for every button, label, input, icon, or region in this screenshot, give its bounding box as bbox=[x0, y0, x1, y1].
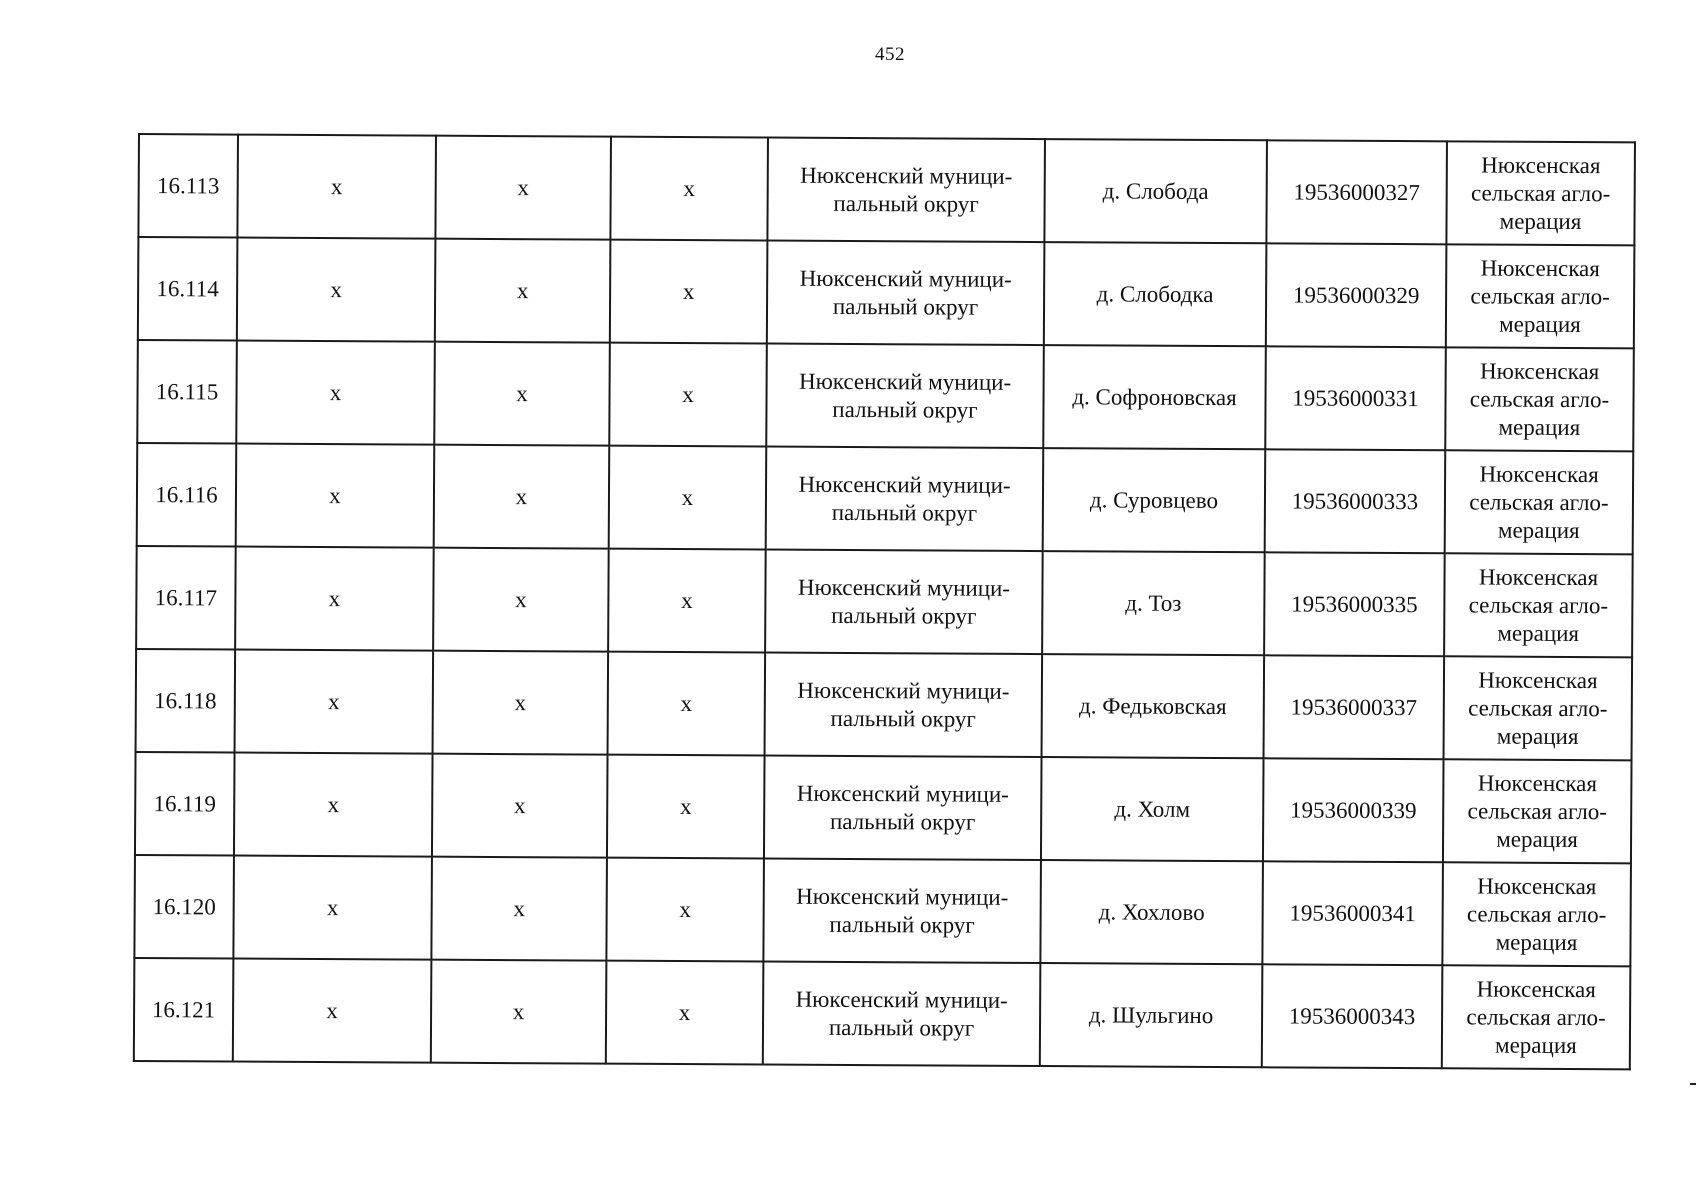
column-2-cell bbox=[235, 650, 434, 754]
oktmo-code-cell-text: 19536000337 bbox=[1290, 693, 1418, 720]
column-2-cell bbox=[235, 547, 434, 651]
page-number: 452 bbox=[875, 44, 905, 65]
row-number-cell bbox=[135, 752, 235, 856]
municipal-district-cell-text: пальный округ bbox=[828, 1014, 975, 1041]
oktmo-code-cell bbox=[1262, 964, 1443, 1068]
row-number-cell-text: 16.118 bbox=[154, 687, 217, 713]
table-row bbox=[138, 237, 1635, 348]
column-3-cell bbox=[433, 651, 609, 755]
agglomeration-cell-text: Нюксенская bbox=[1480, 255, 1600, 281]
municipal-district-cell-text: Нюксенский муници- bbox=[799, 265, 1012, 292]
agglomeration-cell-text: мерация bbox=[1499, 311, 1581, 337]
column-3-cell bbox=[431, 857, 607, 961]
column-4-cell bbox=[608, 549, 766, 653]
register-table-container bbox=[133, 133, 1634, 1070]
table-body bbox=[134, 134, 1635, 1069]
row-number-cell-text: 16.115 bbox=[155, 378, 219, 404]
oktmo-code-cell-text: 19536000339 bbox=[1289, 796, 1417, 823]
column-4-cell-text: х bbox=[680, 690, 693, 716]
agglomeration-cell-text: сельская агло- bbox=[1470, 179, 1611, 206]
column-3-cell bbox=[435, 136, 611, 240]
municipal-district-cell bbox=[767, 241, 1045, 346]
column-2-cell-text: х bbox=[327, 791, 340, 817]
table-row bbox=[136, 649, 1633, 760]
column-2-cell bbox=[233, 959, 432, 1063]
agglomeration-cell bbox=[1446, 141, 1635, 245]
row-number-cell bbox=[138, 134, 238, 238]
row-number-cell-text: 16.114 bbox=[156, 275, 219, 301]
register-table bbox=[133, 133, 1636, 1070]
agglomeration-cell-text: Нюксенская bbox=[1478, 666, 1598, 693]
municipal-district-cell-text: пальный округ bbox=[829, 808, 976, 835]
column-2-cell-text: х bbox=[329, 379, 342, 405]
column-2-cell-text: х bbox=[328, 688, 340, 714]
agglomeration-cell-text: сельская агло- bbox=[1469, 488, 1609, 515]
agglomeration-cell-text: мерация bbox=[1498, 414, 1581, 440]
municipal-district-cell-text: Нюксенский муници- bbox=[798, 471, 1011, 498]
locality-cell bbox=[1044, 242, 1267, 346]
column-3-cell bbox=[431, 960, 607, 1064]
column-4-cell-text: х bbox=[678, 999, 691, 1025]
municipal-district-cell bbox=[764, 756, 1042, 861]
agglomeration-cell-text: Нюксенская bbox=[1476, 975, 1596, 1002]
municipal-district-cell-text: Нюксенский муници- bbox=[796, 883, 1009, 910]
agglomeration-cell-text: Нюксенская bbox=[1479, 357, 1600, 384]
agglomeration-cell-text: сельская агло- bbox=[1467, 797, 1607, 824]
column-2-cell-text: х bbox=[330, 173, 343, 199]
oktmo-code-cell bbox=[1265, 346, 1446, 450]
table-row bbox=[137, 443, 1634, 554]
column-2-cell-text: х bbox=[330, 276, 342, 302]
column-4-cell bbox=[609, 343, 767, 447]
agglomeration-cell-text: сельская агло- bbox=[1468, 591, 1609, 618]
agglomeration-cell-text: сельская агло- bbox=[1466, 900, 1607, 927]
column-2-cell bbox=[234, 753, 433, 857]
agglomeration-cell-text: мерация bbox=[1495, 929, 1578, 955]
locality-cell bbox=[1043, 345, 1266, 449]
column-4-cell bbox=[606, 961, 764, 1065]
column-2-cell-text: х bbox=[326, 997, 338, 1023]
oktmo-code-cell bbox=[1265, 449, 1446, 553]
row-number-cell bbox=[134, 855, 234, 959]
column-2-cell bbox=[237, 135, 436, 239]
column-3-cell bbox=[432, 754, 608, 858]
locality-cell-text: д. Федьковская bbox=[1078, 692, 1227, 719]
oktmo-code-cell bbox=[1264, 655, 1445, 759]
municipal-district-cell bbox=[763, 859, 1041, 964]
column-4-cell-text: х bbox=[679, 896, 691, 922]
column-2-cell bbox=[237, 238, 436, 342]
municipal-district-cell bbox=[765, 550, 1043, 655]
row-number-cell bbox=[138, 237, 238, 341]
municipal-district-cell-text: Нюксенский муници- bbox=[797, 677, 1010, 704]
column-4-cell-text: х bbox=[681, 587, 693, 613]
table-row bbox=[136, 546, 1633, 657]
locality-cell bbox=[1040, 963, 1263, 1067]
row-number-cell bbox=[137, 340, 237, 444]
column-3-cell-text: х bbox=[513, 792, 526, 818]
column-4-cell bbox=[609, 446, 767, 550]
row-number-cell-text: 16.113 bbox=[156, 172, 220, 198]
locality-cell-text: д. Холм bbox=[1114, 795, 1191, 822]
column-3-cell-text: х bbox=[515, 586, 527, 612]
agglomeration-cell-text: мерация bbox=[1495, 1032, 1577, 1058]
municipal-district-cell-text: пальный округ bbox=[833, 190, 979, 217]
agglomeration-cell-text: Нюксенская bbox=[1477, 872, 1597, 899]
row-number-cell-text: 16.120 bbox=[152, 893, 216, 919]
column-3-cell bbox=[434, 445, 610, 549]
table-row bbox=[134, 958, 1631, 1069]
agglomeration-cell bbox=[1443, 759, 1632, 863]
table-row bbox=[138, 134, 1635, 245]
column-4-cell-text: х bbox=[682, 381, 694, 407]
locality-cell bbox=[1042, 551, 1265, 655]
agglomeration-cell-text: Нюксенская bbox=[1481, 152, 1601, 178]
column-3-cell bbox=[433, 548, 609, 652]
locality-cell-text: д. Слобода bbox=[1102, 177, 1209, 204]
oktmo-code-cell-text: 19536000329 bbox=[1292, 281, 1420, 308]
municipal-district-cell-text: Нюксенский муници- bbox=[798, 368, 1012, 395]
agglomeration-cell-text: Нюксенская bbox=[1477, 769, 1598, 796]
column-4-cell bbox=[607, 755, 765, 859]
municipal-district-cell-text: пальный округ bbox=[830, 705, 976, 732]
oktmo-code-cell bbox=[1262, 861, 1443, 965]
table-row bbox=[135, 752, 1632, 863]
row-number-cell bbox=[136, 546, 236, 650]
column-4-cell bbox=[606, 858, 764, 962]
oktmo-code-cell-text: 19536000331 bbox=[1292, 384, 1419, 411]
column-3-cell-text: х bbox=[513, 895, 525, 921]
row-number-cell-text: 16.119 bbox=[153, 790, 217, 816]
oktmo-code-cell bbox=[1266, 243, 1447, 347]
agglomeration-cell bbox=[1442, 965, 1631, 1069]
column-2-cell-text: х bbox=[329, 482, 341, 508]
locality-cell-text: д. Тоз bbox=[1125, 590, 1182, 616]
municipal-district-cell-text: Нюксенский муници- bbox=[800, 162, 1013, 189]
column-2-cell bbox=[236, 341, 435, 445]
locality-cell-text: д. Софроновская bbox=[1072, 383, 1237, 410]
municipal-district-cell-text: пальный округ bbox=[831, 499, 978, 526]
column-3-cell bbox=[435, 239, 611, 343]
agglomeration-cell-text: сельская агло- bbox=[1470, 282, 1610, 309]
column-4-cell-text: х bbox=[681, 484, 694, 510]
row-number-cell-text: 16.117 bbox=[154, 584, 218, 610]
municipal-district-cell-text: Нюксенский муници- bbox=[797, 574, 1011, 601]
municipal-district-cell-text: пальный округ bbox=[832, 396, 978, 423]
municipal-district-cell bbox=[767, 138, 1045, 243]
agglomeration-cell-text: мерация bbox=[1497, 517, 1580, 543]
municipal-district-cell-text: пальный округ bbox=[832, 293, 979, 320]
column-4-cell bbox=[610, 240, 768, 344]
edge-mark bbox=[1690, 1083, 1696, 1085]
locality-cell-text: д. Суровцево bbox=[1089, 486, 1219, 513]
agglomeration-cell-text: сельская агло- bbox=[1469, 385, 1610, 412]
oktmo-code-cell bbox=[1263, 758, 1444, 862]
municipal-district-cell-text: Нюксенский муници- bbox=[796, 780, 1009, 807]
municipal-district-cell bbox=[766, 447, 1044, 552]
municipal-district-cell bbox=[763, 962, 1041, 1067]
column-2-cell bbox=[236, 444, 435, 548]
column-2-cell bbox=[233, 856, 432, 960]
agglomeration-cell bbox=[1442, 862, 1631, 966]
row-number-cell-text: 16.121 bbox=[151, 996, 216, 1022]
locality-cell bbox=[1044, 139, 1267, 243]
municipal-district-cell-text: пальный округ bbox=[831, 602, 977, 629]
locality-cell-text: д. Хохлово bbox=[1098, 898, 1205, 925]
column-2-cell-text: х bbox=[326, 894, 339, 920]
agglomeration-cell bbox=[1444, 656, 1633, 760]
oktmo-code-cell bbox=[1266, 140, 1447, 244]
column-3-cell-text: х bbox=[515, 483, 528, 509]
row-number-cell-text: 16.116 bbox=[155, 481, 218, 507]
agglomeration-cell-text: мерация bbox=[1496, 723, 1579, 749]
locality-cell-text: д. Слободка bbox=[1096, 280, 1214, 307]
agglomeration-cell-text: мерация bbox=[1499, 208, 1582, 234]
column-3-cell-text: х bbox=[516, 380, 528, 406]
row-number-cell bbox=[134, 958, 234, 1062]
column-3-cell-text: х bbox=[514, 689, 527, 715]
column-3-cell-text: х bbox=[512, 998, 525, 1024]
oktmo-code-cell-text: 19536000333 bbox=[1291, 487, 1419, 514]
column-4-cell-text: х bbox=[679, 793, 692, 819]
column-4-cell bbox=[610, 137, 768, 241]
table-row bbox=[137, 340, 1634, 451]
locality-cell-text: д. Шульгино bbox=[1088, 1001, 1214, 1028]
agglomeration-cell bbox=[1445, 450, 1634, 554]
row-number-cell bbox=[137, 443, 237, 547]
column-3-cell-text: х bbox=[517, 174, 530, 200]
agglomeration-cell-text: сельская агло- bbox=[1468, 694, 1608, 721]
municipal-district-cell bbox=[765, 653, 1043, 758]
oktmo-code-cell-text: 19536000335 bbox=[1291, 590, 1418, 617]
agglomeration-cell-text: мерация bbox=[1497, 620, 1580, 646]
agglomeration-cell-text: Нюксенская bbox=[1478, 563, 1599, 590]
municipal-district-cell-text: Нюксенский муници- bbox=[795, 986, 1008, 1013]
municipal-district-cell-text: пальный округ bbox=[829, 911, 975, 938]
agglomeration-cell bbox=[1444, 553, 1633, 657]
table-row bbox=[134, 855, 1631, 966]
agglomeration-cell-text: сельская агло- bbox=[1466, 1003, 1606, 1030]
column-2-cell-text: х bbox=[328, 585, 341, 611]
locality-cell bbox=[1040, 860, 1263, 964]
column-4-cell bbox=[608, 652, 766, 756]
oktmo-code-cell bbox=[1264, 552, 1445, 656]
row-number-cell bbox=[136, 649, 236, 753]
municipal-district-cell bbox=[766, 344, 1044, 449]
locality-cell bbox=[1042, 654, 1265, 758]
agglomeration-cell bbox=[1445, 347, 1634, 451]
column-4-cell-text: х bbox=[682, 278, 695, 304]
oktmo-code-cell-text: 19536000341 bbox=[1289, 899, 1416, 926]
agglomeration-cell-text: Нюксенская bbox=[1479, 460, 1599, 487]
column-4-cell-text: х bbox=[683, 175, 696, 201]
locality-cell bbox=[1043, 448, 1266, 552]
locality-cell bbox=[1041, 757, 1264, 861]
agglomeration-cell bbox=[1446, 244, 1635, 348]
column-3-cell bbox=[434, 342, 610, 446]
agglomeration-cell-text: мерация bbox=[1496, 826, 1578, 852]
oktmo-code-cell-text: 19536000327 bbox=[1293, 178, 1421, 205]
column-3-cell-text: х bbox=[516, 277, 529, 303]
oktmo-code-cell-text: 19536000343 bbox=[1288, 1002, 1416, 1029]
